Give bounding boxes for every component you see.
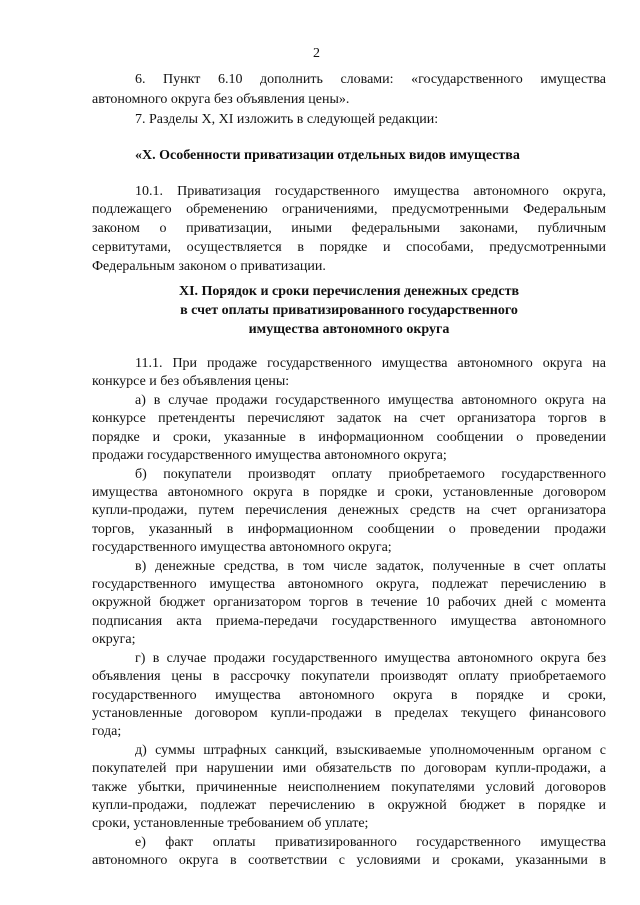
- text-line: государственного имущества автономного округа, подлежат перечислению в: [92, 577, 606, 592]
- text-line: сервитутами, осуществляется в порядке и способами, предусмотренными: [92, 240, 606, 255]
- text-line: купли-продажи, подлежат перечислению в окружной бюджет в порядке и: [92, 798, 606, 813]
- page-number: 2: [313, 46, 320, 61]
- text-line: порядке и сроки, указанные в информационном сообщении о проведении: [92, 430, 606, 445]
- text-line: имущества автономного округа в порядке и сроки, установленные договором: [92, 485, 606, 500]
- text-line: округа;: [92, 632, 136, 647]
- section-heading-line: в счет оплаты приватизированного государственного: [180, 303, 518, 318]
- text-line: окружной бюджет организатором торгов в течение 10 рабочих дней с момента: [92, 595, 606, 610]
- text-line: 11.1. При продаже государственного имущества автономного округа на: [135, 356, 606, 371]
- text-line: а) в случае продажи государственного имущества автономного округа на: [135, 393, 606, 408]
- text-line: 7. Разделы X, XI изложить в следующей редакции:: [135, 112, 439, 127]
- text-line: автономного округа без объявления цены».: [92, 92, 350, 107]
- text-line: установленные договором купли-продажи в пределах текущего финансового: [92, 706, 606, 721]
- text-line: д) суммы штрафных санкций, взыскиваемые уполномоченным органом с: [135, 743, 606, 758]
- text-line: государственного имущества автономного округа в порядке и сроки,: [92, 688, 606, 703]
- text-line: года;: [92, 724, 122, 739]
- text-line: в) денежные средства, в том числе задаток, полученные в счет оплаты: [135, 559, 606, 574]
- section-heading-line: имущества автономного округа: [248, 322, 450, 337]
- text-line: конкурсе и без объявления цены:: [92, 374, 290, 389]
- text-line: г) в случае продажи государственного имущества автономного округа без: [135, 651, 606, 666]
- text-line: 10.1. Приватизация государственного имущества автономного округа,: [135, 184, 606, 199]
- text-line: конкурсе претенденты перечисляют задаток на счет организатора торгов в: [92, 411, 606, 426]
- text-line: объявления цены в рассрочку покупатели производят оплату приобретаемого: [92, 669, 606, 684]
- text-line: также убытки, причиненные неисполнением покупателями условий договоров: [92, 780, 606, 795]
- section-heading-line: «X. Особенности приватизации отдельных видов имущества: [135, 148, 520, 163]
- text-line: продажи государственного имущества автономного округа;: [92, 448, 447, 463]
- text-line: купли-продажи, путем перечисления денежных средств на счет организатора: [92, 503, 606, 518]
- text-line: покупателей при нарушении ими обязательств по договорам купли-продажи, а: [92, 761, 606, 776]
- text-line: б) покупатели производят оплату приобретаемого государственного: [135, 467, 606, 482]
- section-heading-line: XI. Порядок и сроки перечисления денежных средств: [178, 284, 520, 299]
- text-line: законом о приватизации, иными федеральными законами, публичным: [92, 221, 606, 236]
- text-line: подлежащего обременению ограничениями, предусмотренными Федеральным: [92, 202, 606, 217]
- text-line: подписания акта приема-передачи государственного имущества автономного: [92, 614, 606, 629]
- text-line: сроки, установленные требованием об уплате;: [92, 816, 369, 831]
- text-line: торгов, указанный в информационном сообщении о проведении продажи: [92, 522, 606, 537]
- text-line: государственного имущества автономного округа;: [92, 540, 392, 555]
- text-line: автономного округа в соответствии с условиями и сроками, указанными в: [92, 853, 606, 868]
- text-line: е) факт оплаты приватизированного государственного имущества: [135, 835, 606, 850]
- text-line: Федеральным законом о приватизации.: [92, 259, 326, 274]
- text-line: 6. Пункт 6.10 дополнить словами: «государственного имущества: [135, 72, 606, 87]
